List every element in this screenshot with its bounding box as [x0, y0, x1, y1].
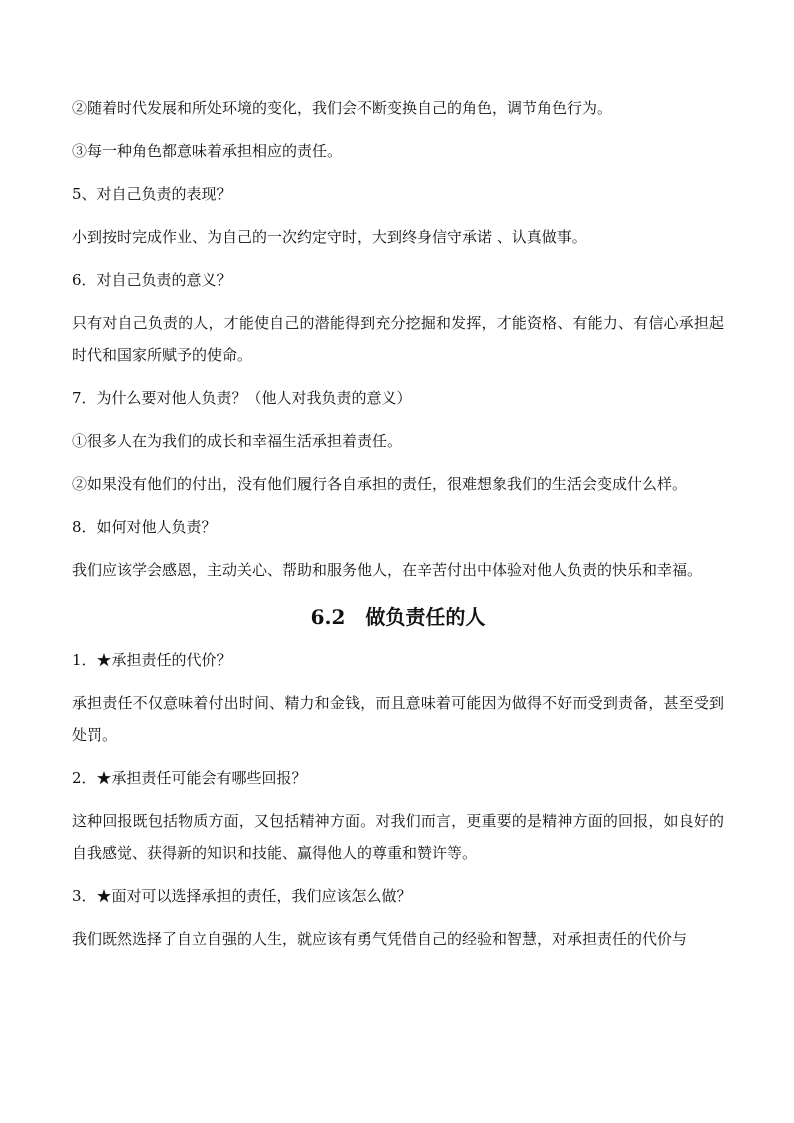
answer-7-point-2: ②如果没有他们的付出，没有他们履行各自承担的责任，很难想象我们的生活会变成什么样。: [72, 475, 688, 493]
answer-7-point-1: ①很多人在为我们的成长和幸福生活承担着责任。: [72, 432, 403, 450]
section-answer-1: 承担责任不仅意味着付出时间、精力和金钱，而且意味着可能因为做得不好而受到责备，甚至受到处罚。: [72, 694, 724, 744]
question-8-heading: 8．如何对他人负责？: [72, 518, 217, 536]
section-question-1: 1．★承担责任的代价？: [72, 651, 232, 669]
question-7-heading: 7．为什么要对他人负责？（他人对我负责的意义）: [72, 389, 412, 407]
section-answer-3: 我们既然选择了自立自强的人生，就应该有勇气凭借自己的经验和智慧，对承担责任的代价与: [72, 930, 688, 948]
question-6-heading: 6．对自己负责的意义？: [72, 271, 232, 289]
answer-6-paragraph: 只有对自己负责的人，才能使自己的潜能得到充分挖掘和发挥，才能资格、有能力、有信心承担起时代和国家所赋予的使命。: [72, 314, 724, 364]
answer-8-text: 我们应该学会感恩，主动关心、帮助和服务他人，在辛苦付出中体验对他人负责的快乐和幸福。: [72, 561, 703, 579]
document-body: [72, 98, 724, 972]
text-line-role-responsibility: ③每一种角色都意味着承担相应的责任。: [72, 142, 343, 160]
section-question-2: 2．★承担责任可能会有哪些回报？: [72, 769, 307, 787]
answer-5-text: 小到按时完成作业、为自己的一次约定守时，大到终身信守承诺 、认真做事。: [72, 228, 587, 246]
question-5-heading: 5、对自己负责的表现？: [72, 185, 232, 203]
text-line-role-change: ②随着时代发展和所处环境的变化，我们会不断变换自己的角色，调节角色行为。: [72, 99, 613, 117]
section-heading: 6.2 做负责任的人: [310, 605, 486, 629]
section-question-3: 3．★面对可以选择承担的责任，我们应该怎么做？: [72, 887, 412, 905]
section-answer-2: 这种回报既包括物质方面，又包括精神方面。对我们而言，更重要的是精神方面的回报，如良好的自我感觉、获得新的知识和技能、赢得他人的尊重和赞许等。: [72, 812, 724, 862]
